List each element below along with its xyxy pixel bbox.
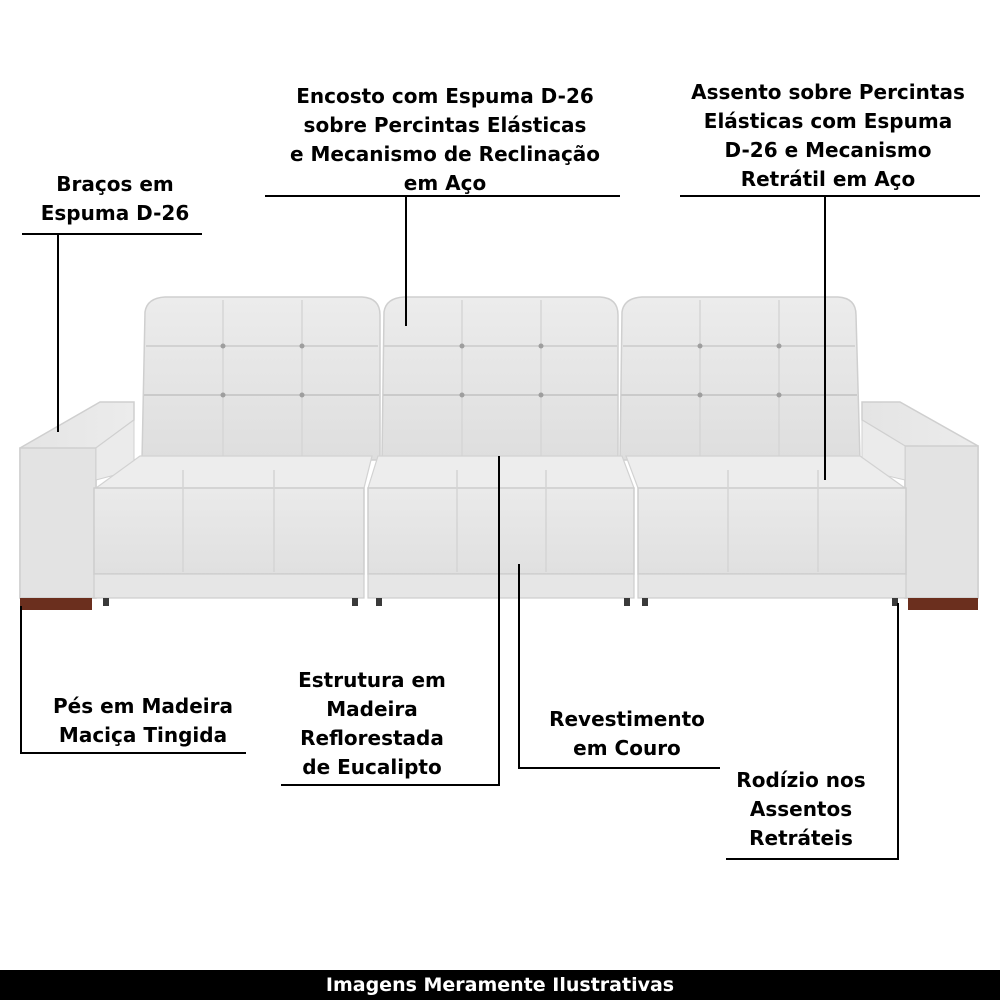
footer-disclaimer: Imagens Meramente Ilustrativas xyxy=(325,974,675,996)
leader-line-pes-h xyxy=(20,752,246,754)
backrest xyxy=(142,297,860,460)
leader-line-estrutura-h xyxy=(281,784,500,786)
leader-line-bracos-h xyxy=(22,233,202,235)
leader-line-bracos-v xyxy=(57,234,59,432)
callout-rodizio-line-3: Retráteis xyxy=(749,826,853,850)
callout-estrutura xyxy=(272,666,472,782)
callout-assento-line-3: D-26 e Mecanismo xyxy=(724,138,932,162)
casters xyxy=(103,598,898,606)
leader-line-rodizio-v xyxy=(897,603,899,860)
callout-rodizio-line-1: Rodízio nos xyxy=(736,768,866,792)
leader-line-assento-v xyxy=(824,196,826,480)
callout-revestimento-line-1: Revestimento xyxy=(549,707,705,731)
callout-bracos xyxy=(20,170,210,228)
leader-line-encosto-v xyxy=(405,196,407,326)
leader-line-estrutura-v xyxy=(498,456,500,786)
callout-estrutura-line-1: Estrutura em xyxy=(298,668,446,692)
callout-encosto-line-1: Encosto com Espuma D-26 xyxy=(296,84,594,108)
leader-line-assento-h xyxy=(680,195,980,197)
callout-pes xyxy=(30,692,256,750)
callout-bracos-line-1: Braços em xyxy=(56,172,174,196)
seat-cushions xyxy=(94,456,906,598)
callout-estrutura-line-3: Reflorestada xyxy=(300,726,444,750)
callout-encosto-line-2: sobre Percintas Elásticas xyxy=(303,113,587,137)
leader-line-pes-v xyxy=(20,606,22,754)
callout-assento-line-2: Elásticas com Espuma xyxy=(703,109,953,133)
callout-pes-line-2: Maciça Tingida xyxy=(58,723,228,747)
callout-encosto xyxy=(262,82,628,198)
callout-estrutura-line-2: Madeira xyxy=(326,697,418,721)
leader-line-rodizio-h xyxy=(726,858,899,860)
callout-rodizio-line-2: Assentos xyxy=(749,797,853,821)
leader-line-revestimento-h xyxy=(518,767,720,769)
callout-encosto-line-4: em Aço xyxy=(403,171,487,195)
callout-assento-line-1: Assento sobre Percintas xyxy=(691,80,965,104)
leader-line-revestimento-v xyxy=(518,564,520,769)
callout-pes-line-1: Pés em Madeira xyxy=(53,694,233,718)
callout-assento-line-4: Retrátil em Aço xyxy=(740,167,916,191)
callout-rodizio xyxy=(716,766,886,853)
callout-estrutura-line-4: de Eucalipto xyxy=(302,755,442,779)
callout-revestimento xyxy=(530,705,724,763)
callout-revestimento-line-2: em Couro xyxy=(573,736,681,760)
callout-assento xyxy=(676,78,980,194)
callout-encosto-line-3: e Mecanismo de Reclinação xyxy=(289,142,601,166)
callout-bracos-line-2: Espuma D-26 xyxy=(40,201,190,225)
